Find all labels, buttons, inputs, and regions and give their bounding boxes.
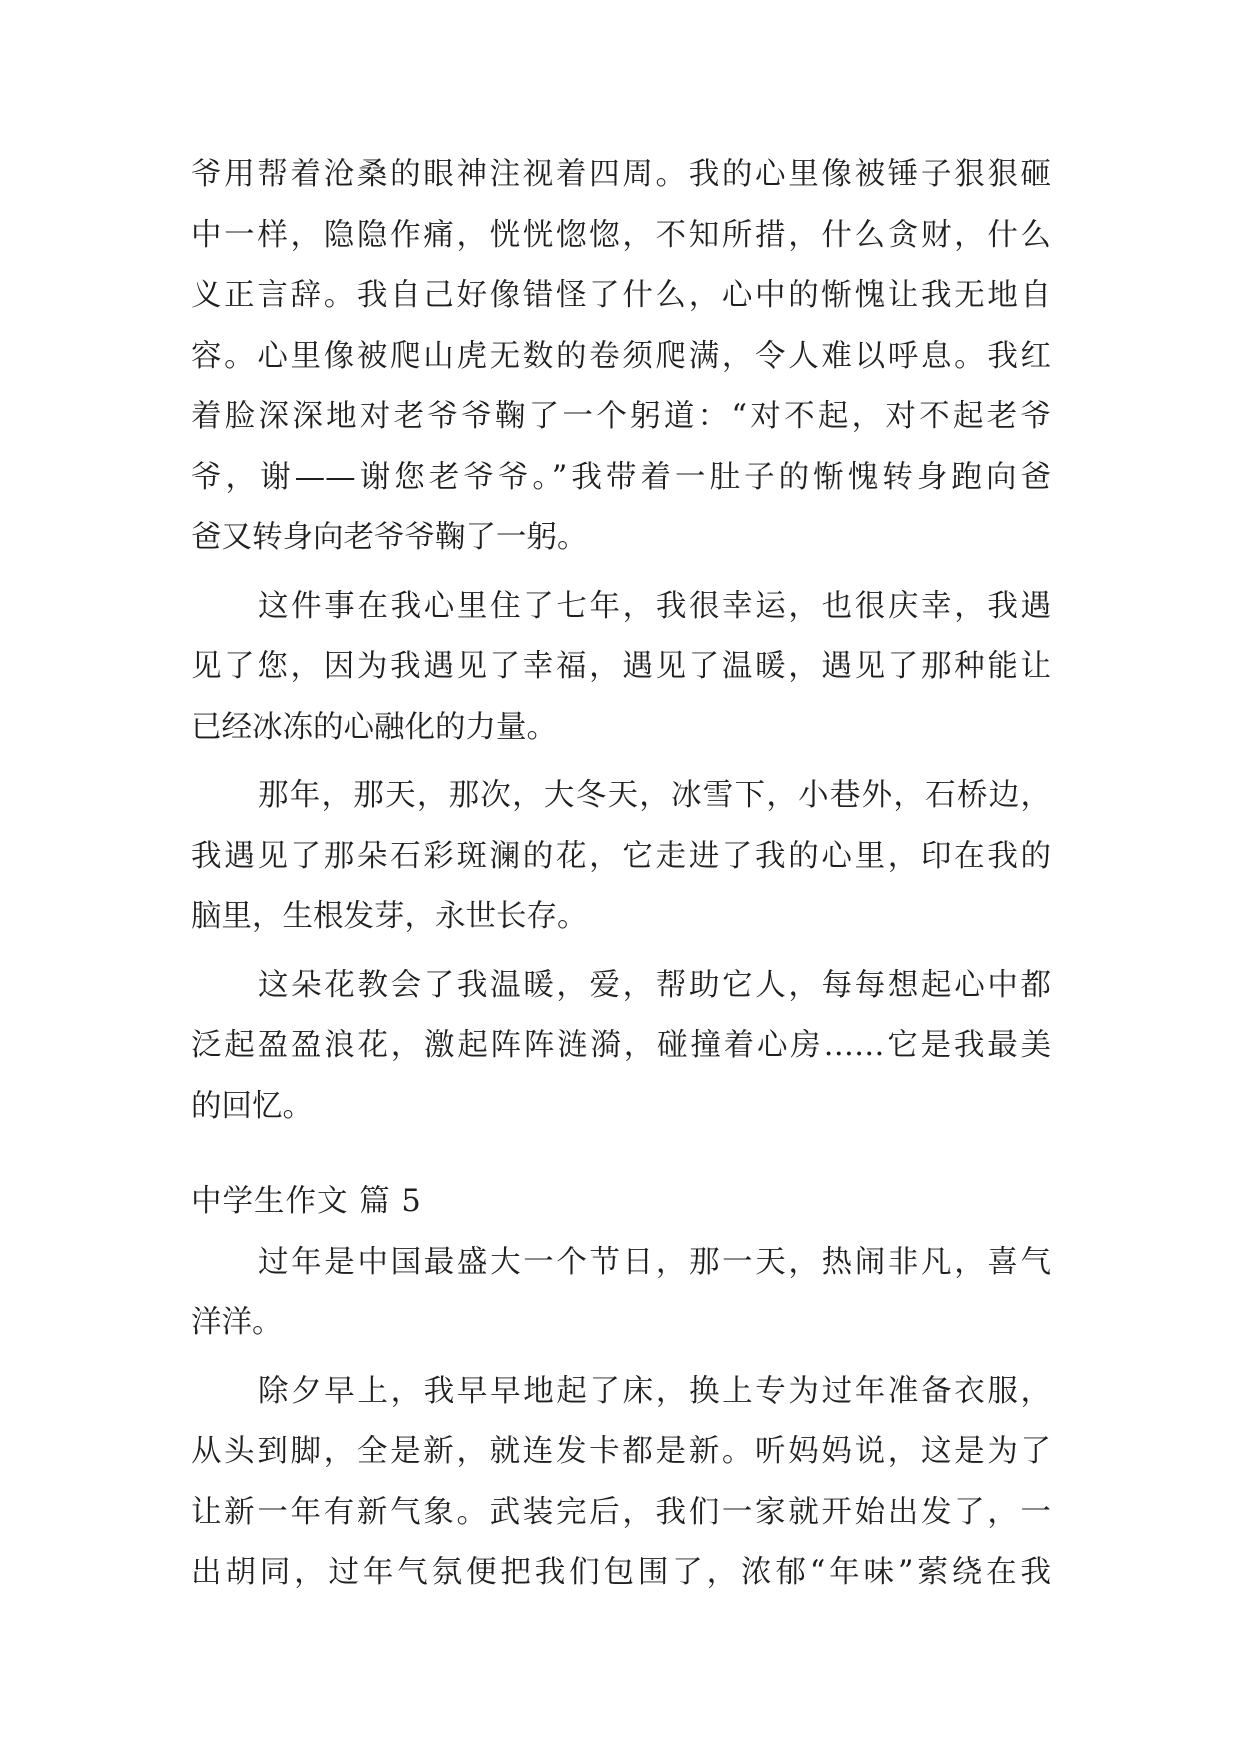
paragraph-3 [191, 766, 1051, 948]
paragraph-4 [191, 956, 1051, 1138]
text-line: 这件事在我心里住了七年，我很幸运，也很庆幸，我遇 [258, 588, 1051, 624]
text-line: 泛起盈盈浪花，激起阵阵涟漪，碰撞着心房……它是我最美 [191, 1028, 1051, 1063]
text-line: 义正言辞。我自己好像错怪了什么，心中的惭愧让我无地自 [191, 278, 1051, 313]
text-line: 已经冰冻的心融化的力量。 [191, 709, 557, 745]
text-line: 洋洋。 [191, 1305, 283, 1340]
text-line: 这朵花教会了我温暖，爱，帮助它人，每每想起心中都 [258, 967, 1051, 1003]
text-line: 我遇见了那朵石彩斑澜的花，它走进了我的心里，印在我的 [191, 838, 1051, 874]
text-line: 脑里，生根发芽，永世长存。 [191, 899, 588, 934]
text-line: 爷，谢——谢您老爷爷。”我带着一肚子的惭愧转身跑向爸 [191, 459, 1051, 495]
paragraph-2 [191, 577, 1051, 759]
text-line: 爷用帮着沧桑的眼神注视着四周。我的心里像被锤子狠狠砸 [191, 157, 1051, 192]
text-line: 从头到脚，全是新，就连发卡都是新。听妈妈说，这是为了 [191, 1434, 1051, 1469]
text-line: 除夕早上，我早早地起了床，换上专为过年准备衣服， [258, 1373, 1051, 1409]
section-paragraph-1 [191, 1233, 1051, 1354]
document-body [191, 145, 1051, 1604]
text-line: 那年，那天，那次，大冬天，冰雪下，小巷外，石桥边， [258, 778, 1051, 813]
section-heading: 中学生作文 篇 5 [191, 1184, 422, 1219]
section-paragraph-2 [191, 1362, 1051, 1604]
text-line: 让新一年有新气象。武装完后，我们一家就开始出发了，一 [191, 1494, 1051, 1530]
text-line: 过年是中国最盛大一个节日，那一天，热闹非凡，喜气 [258, 1244, 1051, 1280]
text-line: 中一样，隐隐作痛，恍恍惚惚，不知所措，什么贪财，什么 [191, 217, 1051, 253]
text-line: 的回忆。 [191, 1088, 313, 1124]
text-line: 着脸深深地对老爷爷鞠了一个躬道：“对不起，对不起老爷 [191, 399, 1051, 434]
text-line: 出胡同，过年气氛便把我们包围了，浓郁“年味”萦绕在我 [191, 1555, 1051, 1590]
text-line: 容。心里像被爬山虎无数的卷须爬满，令人难以呼息。我红 [191, 338, 1051, 374]
text-line: 见了您，因为我遇见了幸福，遇见了温暖，遇见了那种能让 [191, 649, 1051, 684]
paragraph-1 [191, 145, 1051, 569]
text-line: 爸又转身向老爷爷鞠了一躬。 [191, 520, 588, 555]
